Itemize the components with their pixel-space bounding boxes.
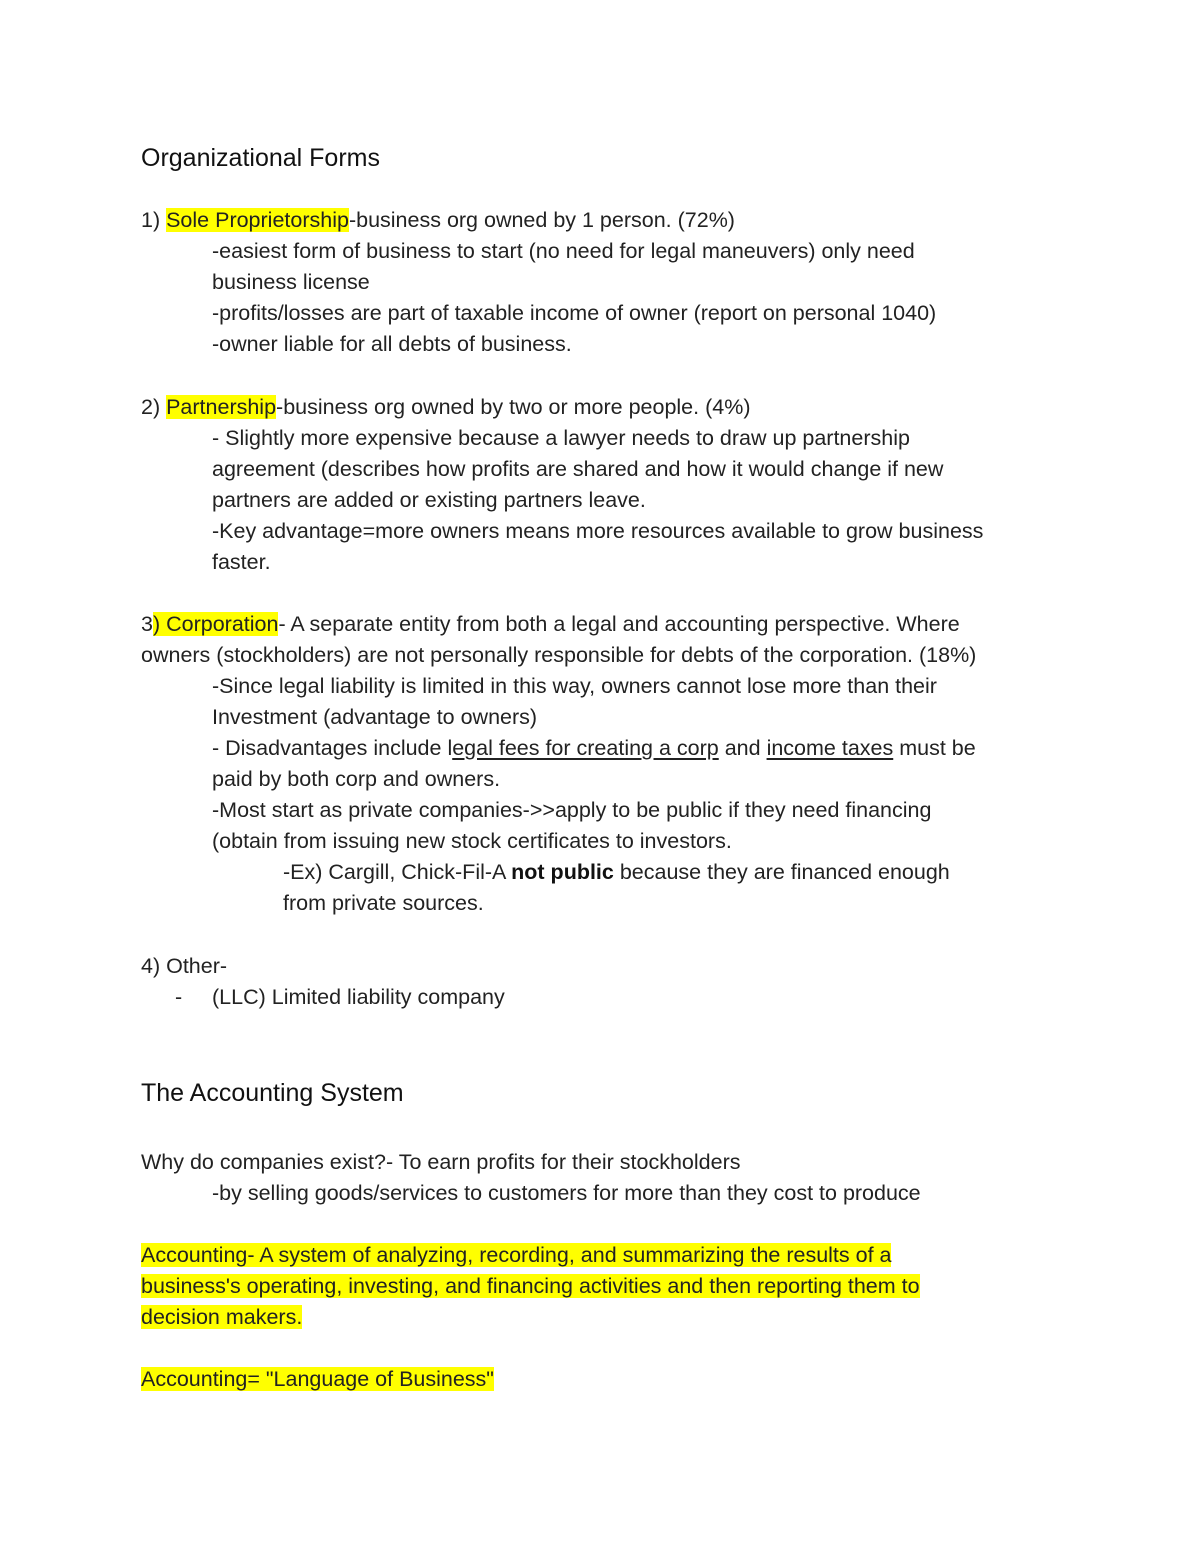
item-partnership [141, 393, 750, 421]
underlined-income-taxes: income taxes [766, 736, 894, 760]
highlighted-text: Accounting= "Language of Business" [141, 1367, 494, 1391]
definition: - A separate entity from both a legal and accounting perspective. Where [278, 612, 960, 636]
term-corporation: ) Corporation [152, 612, 279, 636]
list-item-llc: (LLC) Limited liability company [212, 985, 505, 1009]
item-number: 1) [141, 208, 167, 232]
bullet-line: business license [212, 270, 370, 294]
item-number: 2) [141, 395, 167, 419]
definition-continued: owners (stockholders) are not personally responsible for debts of the corporation. (18%) [141, 643, 977, 667]
question-line: Why do companies exist?- To earn profits for their stockholders [141, 1150, 741, 1174]
accounting-motto [141, 1365, 494, 1393]
highlighted-text: decision makers. [141, 1305, 303, 1329]
item-other: 4) Other- [141, 954, 228, 978]
underlined-legal-fees: egal fees for creating a corp [452, 736, 719, 760]
item-number: 3 [141, 612, 153, 636]
accounting-definition-line [141, 1303, 302, 1331]
bullet-line: -Since legal liability is limited in this way, owners cannot lose more than their [212, 674, 937, 698]
bullet-line: -Most start as private companies->>apply to be public if they need financing [212, 798, 932, 822]
bullet-disadvantages [212, 734, 976, 762]
item-corporation [141, 610, 960, 638]
term-partnership: Partnership [166, 395, 277, 419]
bullet-line: -Key advantage=more owners means more resources available to grow business [212, 519, 984, 543]
example-line [283, 858, 950, 886]
text-run: and [718, 736, 767, 760]
heading-accounting-system: The Accounting System [141, 1079, 404, 1107]
bullet-line: Investment (advantage to owners) [212, 705, 538, 729]
bullet-line: partners are added or existing partners leave. [212, 488, 646, 512]
item-sole-proprietorship [141, 206, 735, 234]
text-run: because they are financed enough [613, 860, 950, 884]
definition: -business org owned by two or more people. (4%) [276, 395, 751, 419]
definition: -business org owned by 1 person. (72%) [348, 208, 735, 232]
list-dash: - [175, 985, 183, 1009]
term-sole-proprietorship: Sole Proprietorship [166, 208, 349, 232]
highlighted-text: business's operating, investing, and financing activities and then reporting them to [141, 1274, 920, 1298]
bullet-line: - Slightly more expensive because a lawyer needs to draw up partnership [212, 426, 910, 450]
bullet-line: (obtain from issuing new stock certificates to investors. [212, 829, 732, 853]
text-run: -Ex) Cargill, Chick-Fil-A [283, 860, 512, 884]
bold-not-public: not public [511, 860, 614, 884]
text-run: - Disadvantages include l [212, 736, 453, 760]
bullet-line: -owner liable for all debts of business. [212, 332, 572, 356]
highlighted-text: Accounting- A system of analyzing, recording, and summarizing the results of a [141, 1243, 892, 1267]
bullet-line: -by selling goods/services to customers for more than they cost to produce [212, 1181, 921, 1205]
bullet-line: -easiest form of business to start (no need for legal maneuvers) only need [212, 239, 915, 263]
heading-organizational-forms: Organizational Forms [141, 144, 380, 172]
bullet-line: paid by both corp and owners. [212, 767, 501, 791]
example-line: from private sources. [283, 891, 484, 915]
bullet-line: agreement (describes how profits are shared and how it would change if new [212, 457, 944, 481]
text-run: must be [893, 736, 976, 760]
bullet-line: -profits/losses are part of taxable income of owner (report on personal 1040) [212, 301, 937, 325]
accounting-definition-line [141, 1272, 920, 1300]
accounting-definition-line [141, 1241, 891, 1269]
bullet-line: faster. [212, 550, 271, 574]
